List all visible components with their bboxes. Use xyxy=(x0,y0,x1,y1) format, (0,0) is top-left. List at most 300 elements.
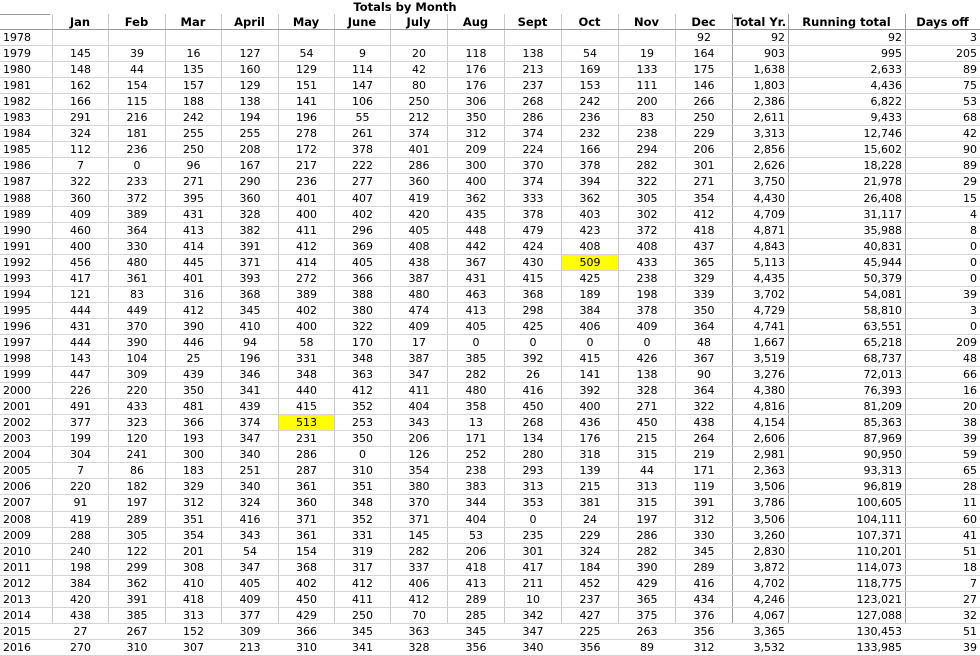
data-cell[interactable]: 414 xyxy=(296,256,317,269)
data-cell[interactable]: 310 xyxy=(296,641,317,654)
data-cell[interactable]: 83 xyxy=(130,288,144,301)
data-cell[interactable]: 211 xyxy=(522,577,544,590)
data-cell[interactable]: 305 xyxy=(636,192,658,205)
data-cell[interactable]: 45,944 xyxy=(863,256,902,269)
data-cell[interactable]: 330 xyxy=(126,240,148,253)
data-cell[interactable]: 154 xyxy=(296,545,317,558)
data-cell[interactable]: 391 xyxy=(693,496,715,509)
data-cell[interactable]: 360 xyxy=(239,192,261,205)
data-cell[interactable]: 300 xyxy=(465,159,487,172)
data-cell[interactable]: 9 xyxy=(359,47,366,60)
data-cell[interactable]: 3 xyxy=(970,304,977,317)
data-cell[interactable]: 0 xyxy=(970,256,977,269)
data-cell[interactable]: 442 xyxy=(465,240,487,253)
data-cell[interactable]: 263 xyxy=(636,625,658,638)
data-cell[interactable]: 431 xyxy=(465,272,487,285)
data-cell[interactable]: 176 xyxy=(465,79,487,92)
data-cell[interactable]: 127,088 xyxy=(856,609,902,622)
data-cell[interactable]: 89 xyxy=(640,641,654,654)
data-cell[interactable]: 367 xyxy=(693,352,715,365)
data-cell[interactable]: 366 xyxy=(352,272,373,285)
data-cell[interactable]: 340 xyxy=(522,641,544,654)
year-cell[interactable]: 2014 xyxy=(3,609,31,622)
data-cell[interactable]: 126 xyxy=(408,448,430,461)
data-cell[interactable]: 25 xyxy=(186,352,201,365)
data-cell[interactable]: 382 xyxy=(239,224,261,237)
data-cell[interactable]: 42 xyxy=(412,63,426,76)
data-cell[interactable]: 333 xyxy=(522,192,544,205)
data-cell[interactable]: 348 xyxy=(352,496,373,509)
column-header[interactable]: Nov xyxy=(633,15,660,29)
data-cell[interactable]: 267 xyxy=(126,625,148,638)
data-cell[interactable]: 271 xyxy=(693,175,715,188)
data-cell[interactable]: 118 xyxy=(465,47,487,60)
data-cell[interactable]: 437 xyxy=(693,240,715,253)
data-cell[interactable]: 411 xyxy=(408,384,430,397)
data-cell[interactable]: 35,988 xyxy=(863,224,902,237)
data-cell[interactable]: 48 xyxy=(697,336,711,349)
data-cell[interactable]: 286 xyxy=(636,529,658,542)
data-cell[interactable]: 392 xyxy=(579,384,601,397)
data-cell[interactable]: 337 xyxy=(408,561,430,574)
data-cell[interactable]: 85,363 xyxy=(863,416,902,429)
data-cell[interactable]: 65,218 xyxy=(863,336,902,349)
data-cell[interactable]: 361 xyxy=(126,272,148,285)
data-cell[interactable]: 291 xyxy=(70,111,91,124)
data-cell[interactable]: 322 xyxy=(693,400,715,413)
data-cell[interactable]: 39 xyxy=(963,432,977,445)
data-cell[interactable]: 237 xyxy=(579,593,601,606)
year-cell[interactable]: 1999 xyxy=(3,368,31,381)
data-cell[interactable]: 12,746 xyxy=(863,127,902,140)
data-cell[interactable]: 354 xyxy=(183,529,204,542)
data-cell[interactable]: 215 xyxy=(636,432,658,445)
data-cell[interactable]: 328 xyxy=(239,208,261,221)
data-cell[interactable]: 408 xyxy=(408,240,430,253)
data-cell[interactable]: 371 xyxy=(408,513,430,526)
data-cell[interactable]: 160 xyxy=(239,63,261,76)
data-cell[interactable]: 411 xyxy=(352,593,373,606)
data-cell[interactable]: 364 xyxy=(126,224,148,237)
data-cell[interactable]: 377 xyxy=(239,609,261,622)
data-cell[interactable]: 226 xyxy=(70,384,91,397)
data-cell[interactable]: 289 xyxy=(693,561,715,574)
data-cell[interactable]: 4,154 xyxy=(753,416,785,429)
data-cell[interactable]: 318 xyxy=(579,448,601,461)
data-cell[interactable]: 289 xyxy=(126,513,148,526)
data-cell[interactable]: 322 xyxy=(70,175,91,188)
data-cell[interactable]: 348 xyxy=(352,352,373,365)
data-cell[interactable]: 286 xyxy=(408,159,430,172)
data-cell[interactable]: 405 xyxy=(465,320,487,333)
data-cell[interactable]: 400 xyxy=(296,208,317,221)
data-cell[interactable]: 196 xyxy=(296,111,317,124)
year-cell[interactable]: 1994 xyxy=(3,288,31,301)
data-cell[interactable]: 54,081 xyxy=(863,288,902,301)
data-cell[interactable]: 271 xyxy=(636,400,658,413)
data-cell[interactable]: 312 xyxy=(183,496,204,509)
year-cell[interactable]: 2016 xyxy=(3,641,31,654)
data-cell[interactable]: 362 xyxy=(579,192,601,205)
data-cell[interactable]: 418 xyxy=(693,224,715,237)
data-cell[interactable]: 414 xyxy=(183,240,204,253)
data-cell[interactable]: 368 xyxy=(239,288,261,301)
data-cell[interactable]: 282 xyxy=(465,368,487,381)
data-cell[interactable]: 92 xyxy=(697,31,711,44)
data-cell[interactable]: 138 xyxy=(239,95,261,108)
data-cell[interactable]: 353 xyxy=(522,496,544,509)
data-cell[interactable]: 365 xyxy=(636,593,658,606)
data-cell[interactable]: 100,605 xyxy=(856,496,902,509)
data-cell[interactable]: 3,313 xyxy=(753,127,785,140)
data-cell[interactable]: 115 xyxy=(126,95,148,108)
data-cell[interactable]: 51 xyxy=(963,625,977,638)
data-cell[interactable]: 21,978 xyxy=(863,175,902,188)
data-cell[interactable]: 229 xyxy=(579,529,601,542)
data-cell[interactable]: 433 xyxy=(636,256,658,269)
data-cell[interactable]: 2,606 xyxy=(753,432,785,445)
data-cell[interactable]: 362 xyxy=(126,577,148,590)
data-cell[interactable]: 55 xyxy=(355,111,370,124)
data-cell[interactable]: 331 xyxy=(352,529,373,542)
data-cell[interactable]: 250 xyxy=(183,143,204,156)
data-cell[interactable]: 66 xyxy=(963,368,977,381)
data-cell[interactable]: 118,775 xyxy=(856,577,902,590)
data-cell[interactable]: 450 xyxy=(522,400,544,413)
data-cell[interactable]: 213 xyxy=(239,641,261,654)
data-cell[interactable]: 343 xyxy=(239,529,261,542)
data-cell[interactable]: 2,981 xyxy=(753,448,785,461)
data-cell[interactable]: 290 xyxy=(239,175,261,188)
data-cell[interactable]: 176 xyxy=(465,63,487,76)
data-cell[interactable]: 363 xyxy=(352,368,373,381)
data-cell[interactable]: 413 xyxy=(183,224,204,237)
data-cell[interactable]: 409 xyxy=(408,320,430,333)
data-cell[interactable]: 307 xyxy=(183,641,204,654)
data-cell[interactable]: 310 xyxy=(352,464,373,477)
data-cell[interactable]: 356 xyxy=(693,625,715,638)
data-cell[interactable]: 4,709 xyxy=(753,208,785,221)
data-cell[interactable]: 415 xyxy=(579,352,601,365)
data-cell[interactable]: 145 xyxy=(70,47,91,60)
data-cell[interactable]: 306 xyxy=(465,95,487,108)
data-cell[interactable]: 200 xyxy=(636,95,658,108)
data-cell[interactable]: 418 xyxy=(183,593,204,606)
data-cell[interactable]: 385 xyxy=(465,352,487,365)
data-cell[interactable]: 197 xyxy=(126,496,148,509)
data-cell[interactable]: 162 xyxy=(70,79,91,92)
data-cell[interactable]: 48 xyxy=(963,352,977,365)
data-cell[interactable]: 344 xyxy=(465,496,487,509)
data-cell[interactable]: 119 xyxy=(693,480,715,493)
data-cell[interactable]: 208 xyxy=(239,143,261,156)
data-cell[interactable]: 90 xyxy=(697,368,711,381)
data-cell[interactable]: 364 xyxy=(693,320,715,333)
data-cell[interactable]: 317 xyxy=(352,561,373,574)
year-cell[interactable]: 1985 xyxy=(3,143,31,156)
data-cell[interactable]: 339 xyxy=(693,288,715,301)
data-cell[interactable]: 416 xyxy=(522,384,544,397)
data-cell[interactable]: 381 xyxy=(579,496,601,509)
data-cell[interactable]: 92 xyxy=(771,31,785,44)
data-cell[interactable]: 3,750 xyxy=(753,175,785,188)
data-cell[interactable]: 253 xyxy=(352,416,373,429)
data-cell[interactable]: 376 xyxy=(693,609,715,622)
data-cell[interactable]: 331 xyxy=(296,352,317,365)
data-cell[interactable]: 2,611 xyxy=(753,111,785,124)
data-cell[interactable]: 53 xyxy=(963,95,977,108)
data-cell[interactable]: 352 xyxy=(352,400,373,413)
data-cell[interactable]: 412 xyxy=(693,208,715,221)
data-cell[interactable] xyxy=(222,30,278,45)
data-cell[interactable]: 236 xyxy=(296,175,317,188)
year-cell[interactable]: 2006 xyxy=(3,480,31,493)
data-cell[interactable]: 4,816 xyxy=(753,400,785,413)
year-cell[interactable]: 2013 xyxy=(3,593,31,606)
data-cell[interactable]: 9,433 xyxy=(870,111,902,124)
data-cell[interactable]: 356 xyxy=(579,641,601,654)
data-cell[interactable]: 438 xyxy=(693,416,715,429)
data-cell[interactable]: 68 xyxy=(963,111,977,124)
data-cell[interactable]: 288 xyxy=(70,529,91,542)
data-cell[interactable] xyxy=(335,30,390,45)
data-cell[interactable]: 266 xyxy=(693,95,715,108)
year-cell[interactable]: 1989 xyxy=(3,208,31,221)
year-cell[interactable]: 1995 xyxy=(3,304,31,317)
data-cell[interactable]: 378 xyxy=(352,143,373,156)
data-cell[interactable]: 26,408 xyxy=(863,192,902,205)
data-cell[interactable]: 368 xyxy=(522,288,544,301)
column-header[interactable]: Mar xyxy=(180,15,206,29)
data-cell[interactable]: 435 xyxy=(465,208,487,221)
data-cell[interactable]: 394 xyxy=(579,175,601,188)
data-cell[interactable]: 0 xyxy=(970,272,977,285)
data-cell[interactable]: 127 xyxy=(239,47,261,60)
data-cell[interactable]: 323 xyxy=(126,416,148,429)
data-cell[interactable]: 44 xyxy=(130,63,144,76)
data-cell[interactable]: 19 xyxy=(640,47,654,60)
data-cell[interactable]: 148 xyxy=(70,63,91,76)
data-cell[interactable]: 106 xyxy=(352,95,373,108)
data-cell[interactable]: 390 xyxy=(126,336,148,349)
data-cell[interactable]: 75 xyxy=(963,79,977,92)
data-cell[interactable]: 480 xyxy=(408,288,430,301)
data-cell[interactable]: 147 xyxy=(352,79,373,92)
data-cell[interactable]: 352 xyxy=(352,513,373,526)
data-cell[interactable]: 15,602 xyxy=(863,143,902,156)
data-cell[interactable]: 363 xyxy=(408,625,430,638)
data-cell[interactable]: 65 xyxy=(963,464,977,477)
data-cell[interactable]: 225 xyxy=(579,625,601,638)
data-cell[interactable]: 250 xyxy=(408,95,430,108)
data-cell[interactable]: 80 xyxy=(412,79,426,92)
data-cell[interactable]: 122 xyxy=(126,545,148,558)
year-cell[interactable]: 1979 xyxy=(3,47,31,60)
data-cell[interactable]: 90 xyxy=(963,143,977,156)
data-cell[interactable]: 209 xyxy=(465,143,487,156)
data-cell[interactable]: 406 xyxy=(579,320,601,333)
data-cell[interactable]: 481 xyxy=(183,400,204,413)
data-cell[interactable]: 152 xyxy=(183,625,204,638)
data-cell[interactable]: 372 xyxy=(126,192,148,205)
data-cell[interactable]: 236 xyxy=(126,143,148,156)
data-cell[interactable]: 8 xyxy=(970,224,977,237)
data-cell[interactable]: 280 xyxy=(522,448,544,461)
data-cell[interactable]: 86 xyxy=(130,464,144,477)
data-cell[interactable]: 53 xyxy=(469,529,483,542)
data-cell[interactable]: 7 xyxy=(970,577,977,590)
data-cell[interactable]: 50,379 xyxy=(863,272,902,285)
data-cell[interactable]: 350 xyxy=(693,304,715,317)
data-cell[interactable]: 60 xyxy=(963,513,977,526)
data-cell[interactable]: 322 xyxy=(352,320,373,333)
data-cell[interactable]: 188 xyxy=(183,95,204,108)
data-cell[interactable]: 220 xyxy=(70,480,91,493)
data-cell[interactable]: 403 xyxy=(579,208,601,221)
column-header[interactable]: June xyxy=(347,15,377,29)
data-cell[interactable]: 429 xyxy=(296,609,317,622)
data-cell[interactable]: 304 xyxy=(70,448,91,461)
data-cell[interactable]: 3,872 xyxy=(753,561,785,574)
data-cell[interactable]: 401 xyxy=(183,272,204,285)
year-cell[interactable]: 2002 xyxy=(3,416,31,429)
data-cell[interactable]: 170 xyxy=(352,336,373,349)
data-cell[interactable]: 1,638 xyxy=(753,63,785,76)
data-cell[interactable]: 387 xyxy=(408,352,430,365)
column-header[interactable]: May xyxy=(292,15,320,29)
data-cell[interactable]: 402 xyxy=(296,304,317,317)
data-cell[interactable]: 343 xyxy=(408,416,430,429)
data-cell[interactable]: 171 xyxy=(693,464,715,477)
data-cell[interactable]: 238 xyxy=(636,127,658,140)
data-cell[interactable]: 372 xyxy=(636,224,658,237)
data-cell[interactable]: 371 xyxy=(239,256,261,269)
data-cell[interactable]: 360 xyxy=(70,192,91,205)
data-cell[interactable]: 250 xyxy=(693,111,715,124)
data-cell[interactable]: 0 xyxy=(529,513,537,526)
column-header[interactable]: Aug xyxy=(462,15,489,29)
data-cell[interactable]: 0 xyxy=(586,336,594,349)
data-cell[interactable]: 385 xyxy=(126,609,148,622)
column-header[interactable]: Days off xyxy=(916,15,969,29)
data-cell[interactable]: 400 xyxy=(579,400,601,413)
data-cell[interactable]: 31,117 xyxy=(863,208,902,221)
data-cell[interactable]: 378 xyxy=(636,304,658,317)
data-cell[interactable]: 167 xyxy=(239,159,261,172)
data-cell[interactable]: 411 xyxy=(296,224,317,237)
data-cell[interactable]: 310 xyxy=(126,641,148,654)
data-cell[interactable]: 72,013 xyxy=(863,368,902,381)
data-cell[interactable]: 412 xyxy=(408,593,430,606)
data-cell[interactable]: 345 xyxy=(352,625,373,638)
data-cell[interactable]: 114,073 xyxy=(856,561,902,574)
data-cell[interactable]: 59 xyxy=(963,448,977,461)
year-cell[interactable]: 1987 xyxy=(3,175,31,188)
data-cell[interactable]: 96,819 xyxy=(863,480,902,493)
data-cell[interactable]: 270 xyxy=(70,641,91,654)
data-cell[interactable]: 0 xyxy=(472,336,480,349)
data-cell[interactable]: 89 xyxy=(963,159,977,172)
data-cell[interactable]: 393 xyxy=(239,272,261,285)
data-cell[interactable]: 76,393 xyxy=(863,384,902,397)
data-cell[interactable]: 417 xyxy=(522,561,544,574)
data-cell[interactable]: 4,430 xyxy=(753,192,785,205)
data-cell[interactable]: 347 xyxy=(522,625,544,638)
data-cell[interactable]: 378 xyxy=(522,208,544,221)
data-cell[interactable]: 3,532 xyxy=(753,641,785,654)
data-cell[interactable]: 313 xyxy=(522,480,544,493)
column-header[interactable]: Oct xyxy=(578,15,601,29)
data-cell[interactable]: 395 xyxy=(183,192,204,205)
data-cell[interactable]: 350 xyxy=(352,432,373,445)
data-cell[interactable]: 358 xyxy=(465,400,487,413)
data-cell[interactable]: 312 xyxy=(693,641,715,654)
data-cell[interactable]: 29 xyxy=(963,175,977,188)
data-cell[interactable]: 409 xyxy=(70,208,91,221)
data-cell[interactable]: 433 xyxy=(126,400,148,413)
data-cell[interactable]: 491 xyxy=(70,400,91,413)
data-cell[interactable]: 348 xyxy=(296,368,317,381)
data-cell[interactable]: 205 xyxy=(956,47,977,60)
data-cell[interactable]: 3,276 xyxy=(753,368,785,381)
data-cell[interactable]: 146 xyxy=(693,79,715,92)
data-cell[interactable]: 151 xyxy=(296,79,317,92)
data-cell[interactable]: 32 xyxy=(963,609,977,622)
data-cell[interactable]: 439 xyxy=(239,400,261,413)
data-cell[interactable]: 286 xyxy=(522,111,544,124)
data-cell[interactable]: 301 xyxy=(522,545,544,558)
data-cell[interactable]: 308 xyxy=(183,561,204,574)
data-cell[interactable]: 0 xyxy=(359,448,366,461)
data-cell[interactable]: 351 xyxy=(352,480,373,493)
data-cell[interactable]: 405 xyxy=(239,577,261,590)
data-cell[interactable]: 474 xyxy=(408,304,430,317)
data-cell[interactable]: 184 xyxy=(579,561,601,574)
data-cell[interactable]: 375 xyxy=(636,609,658,622)
year-cell[interactable]: 1991 xyxy=(3,240,31,253)
year-cell[interactable]: 1996 xyxy=(3,320,31,333)
data-cell[interactable]: 112 xyxy=(70,143,91,156)
data-cell[interactable]: 340 xyxy=(239,448,261,461)
data-cell[interactable]: 416 xyxy=(693,577,715,590)
data-cell[interactable]: 408 xyxy=(636,240,658,253)
sheet-title[interactable]: Totals by Month xyxy=(353,0,457,14)
data-cell[interactable]: 38 xyxy=(963,416,977,429)
data-cell[interactable]: 463 xyxy=(465,288,487,301)
data-cell[interactable]: 330 xyxy=(693,529,715,542)
data-cell[interactable]: 384 xyxy=(579,304,601,317)
data-cell[interactable]: 289 xyxy=(465,593,487,606)
data-cell[interactable]: 212 xyxy=(408,111,430,124)
data-cell[interactable]: 329 xyxy=(693,272,715,285)
data-cell[interactable]: 54 xyxy=(583,47,597,60)
data-cell[interactable]: 264 xyxy=(693,432,715,445)
data-cell[interactable]: 438 xyxy=(70,609,91,622)
year-cell[interactable]: 1998 xyxy=(3,352,31,365)
data-cell[interactable]: 345 xyxy=(239,304,261,317)
data-cell[interactable]: 419 xyxy=(408,192,430,205)
data-cell[interactable]: 425 xyxy=(579,272,601,285)
data-cell[interactable]: 345 xyxy=(693,545,715,558)
data-cell[interactable]: 206 xyxy=(408,432,430,445)
data-cell[interactable]: 384 xyxy=(70,577,91,590)
data-cell[interactable]: 404 xyxy=(465,513,487,526)
data-cell[interactable]: 419 xyxy=(70,513,91,526)
data-cell[interactable]: 111 xyxy=(636,79,658,92)
data-cell[interactable]: 176 xyxy=(579,432,601,445)
data-cell[interactable]: 364 xyxy=(693,384,715,397)
data-cell[interactable]: 4,436 xyxy=(870,79,902,92)
